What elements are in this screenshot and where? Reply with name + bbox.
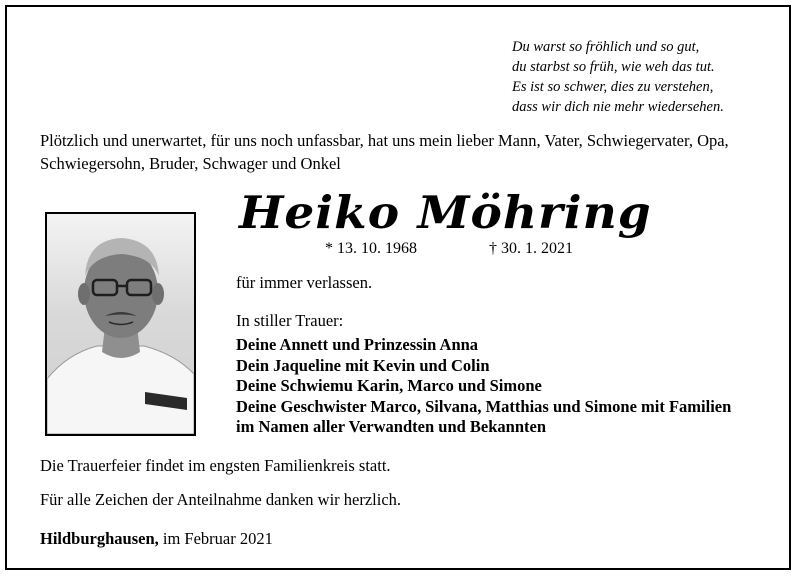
deceased-name: Heiko Möhring <box>239 187 652 240</box>
birth-date: * 13. 10. 1968 <box>325 240 417 257</box>
left-us-text: für immer verlassen. <box>236 273 373 292</box>
mourner-line: Deine Annett und Prinzessin Anna <box>236 335 479 354</box>
place-date <box>40 528 273 550</box>
poem-line: du starbst so früh, wie weh das tut. <box>512 59 715 75</box>
poem-line: Es ist so schwer, dies zu verstehen, <box>512 79 714 95</box>
obituary-notice <box>5 5 791 570</box>
mourner-line: Deine Schwiemu Karin, Marco und Simone <box>236 376 542 395</box>
intro-text: Plötzlich und unerwartet, für uns noch unfassbar, hat uns mein lieber Mann, Vater, Schwiegervater, Opa, Schwiegersohn, Bruder, Schwager und Onkel <box>40 131 729 173</box>
poem <box>512 37 782 117</box>
mourning-label: In stiller Trauer: <box>236 311 344 330</box>
poem-line: Du warst so fröhlich und so gut, <box>512 39 700 55</box>
portrait-photo <box>45 212 196 436</box>
thanks-note: Für alle Zeichen der Anteilnahme danken wir herzlich. <box>40 490 402 509</box>
death-date: † 30. 1. 2021 <box>489 240 573 257</box>
poem-line: dass wir dich nie mehr wiedersehen. <box>512 99 724 115</box>
mourner-line: im Namen aller Verwandten und Bekannten <box>236 417 547 436</box>
funeral-note: Die Trauerfeier findet im engsten Familienkreis statt. <box>40 456 391 475</box>
place-city: Hildburghausen, <box>40 529 159 548</box>
place-month: im Februar 2021 <box>162 529 273 548</box>
mourners-list <box>236 335 781 438</box>
portrait-illustration <box>47 214 194 434</box>
mourner-line: Deine Geschwister Marco, Silvana, Matthias und Simone mit Familien <box>236 396 732 416</box>
mourner-line: Dein Jaqueline mit Kevin und Colin <box>236 355 490 375</box>
